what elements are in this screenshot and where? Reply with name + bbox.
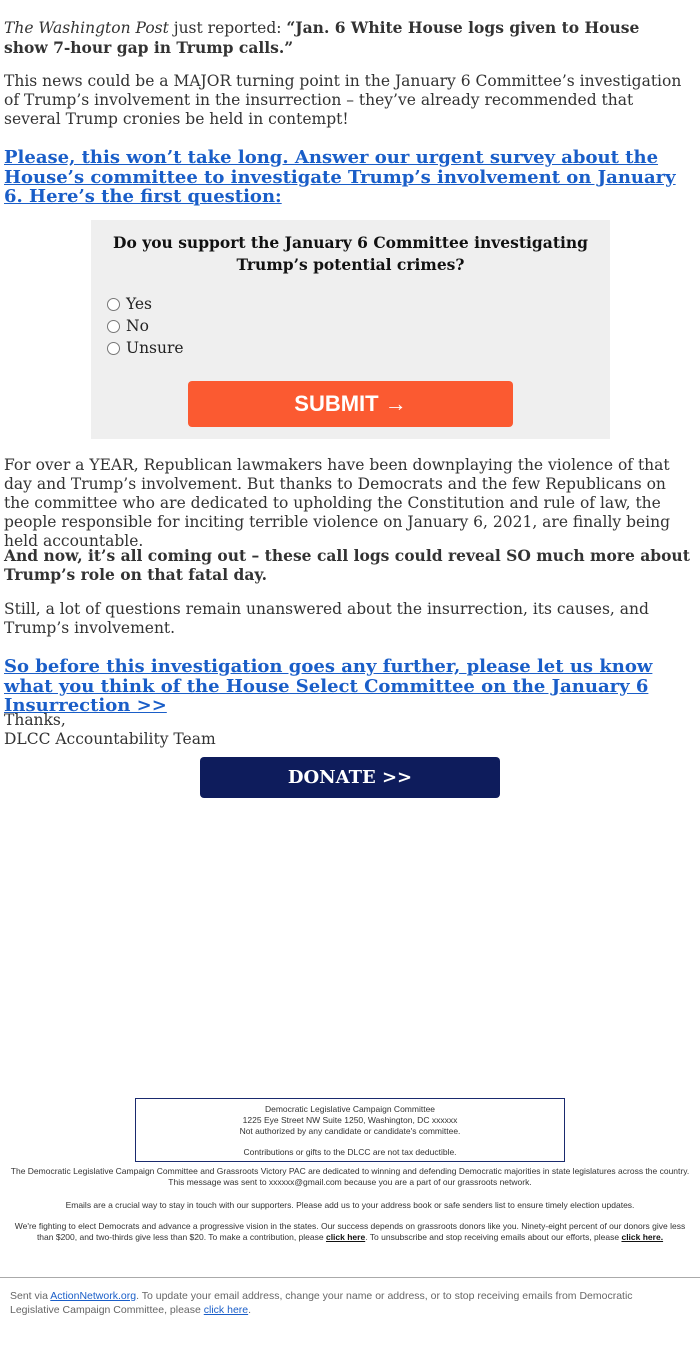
sent-via-text [10,1289,680,1317]
org-address: 1225 Eye Street NW Suite 1250, Washington, DC xxxxxx [242,1115,458,1125]
option-label: No [126,317,149,335]
publication-name: The Washington Post [4,19,169,37]
update-copy: . To update your email address, change your name or address, or to stop receiving emails from Democratic Legislative Campaign Committee, please [10,1290,633,1316]
intro-paragraph [4,18,674,58]
unsubscribe-link[interactable]: click here. [621,1231,664,1242]
committee-link[interactable]: So before this investigation goes any further, please let us know what you think of the House Select Committee on the January 6 Insurrection >> [4,656,653,716]
donors-copy: We're fighting to elect Democrats and advance a progressive vision in the states. Our success depends on grassroots donors like you. Ninety-eight percent of our donors give less than $200, and two-thirds give less than $20. To make a contribution, please [14,1221,686,1242]
not-authorized: Not authorized by any candidate or candidate's committee. [239,1126,461,1136]
actionnetwork-link[interactable]: ActionNetwork.org [50,1290,137,1302]
donate-button[interactable]: DONATE >> [200,757,500,798]
intro-lead: just reported: [168,19,287,37]
thanks-text: Thanks, [4,711,66,729]
signoff [4,711,216,749]
survey-box [91,220,610,439]
headline: “Jan. 6 White House logs given to House show 7-hour gap in Trump calls.” [4,18,640,57]
org-name: Democratic Legislative Campaign Committee [264,1104,436,1114]
radio-unsure[interactable] [107,342,120,355]
donors-text [6,1221,694,1242]
period: . [248,1304,252,1316]
survey-question: Do you support the January 6 Committee investigating Trump’s potential crimes? [113,233,588,274]
mission-text: The Democratic Legislative Campaign Committee and Grassroots Victory PAC are dedicated to winning and defending Democratic majorities in state legislatures across the country. This message was sent to xxxxxx@gmail.com because you are a part of our grassroots network. [10,1166,690,1187]
option-label: Yes [126,295,153,313]
paragraph-questions: Still, a lot of questions remain unanswered about the insurrection, its causes, and Trump’s involvement. [4,600,649,637]
paragraph-year: For over a YEAR, Republican lawmakers have been downplaying the violence of that day and Trump’s involvement. But thanks to Democrats and the few Republicans on the committee who are dedicated to upholding the Constitution and rule of law, the people responsible for inciting terrible violence on January 6, 2021, are finally being held accountable. [4,456,671,550]
team-name: DLCC Accountability Team [4,730,216,748]
survey-link[interactable]: Please, this won’t take long. Answer our urgent survey about the House’s committee to investigate Trump’s involvement on January 6. Here’s the first question: [4,147,676,207]
unsubscribe-copy: . To unsubscribe and stop receiving emails about our efforts, please [365,1231,622,1242]
option-unsure[interactable] [107,339,184,357]
radio-yes[interactable] [107,298,120,311]
contribution-link[interactable]: click here [325,1231,366,1242]
address-box [135,1098,565,1162]
option-yes[interactable] [107,295,152,313]
tax-note: Contributions or gifts to the DLCC are not tax deductible. [243,1147,457,1157]
footer-divider [0,1277,700,1278]
paragraph-coming-out: And now, it’s all coming out – these call logs could reveal SO much more about Trump’s role on that fatal day. [4,546,690,584]
submit-button[interactable]: SUBMIT → [188,381,513,427]
update-link[interactable]: click here [203,1304,249,1316]
paragraph-turning-point: This news could be a MAJOR turning point in the January 6 Committee’s investigation of Trump’s involvement in the insurrection – they’ve already recommended that several Trump cronies be held in contempt! [4,72,682,128]
option-label: Unsure [126,339,184,357]
safe-senders-text: Emails are a crucial way to stay in touch with our supporters. Please add us to your address book or safe senders list to ensure timely election updates. [65,1200,635,1210]
option-no[interactable] [107,317,149,335]
radio-no[interactable] [107,320,120,333]
sent-via-label: Sent via [10,1290,51,1302]
